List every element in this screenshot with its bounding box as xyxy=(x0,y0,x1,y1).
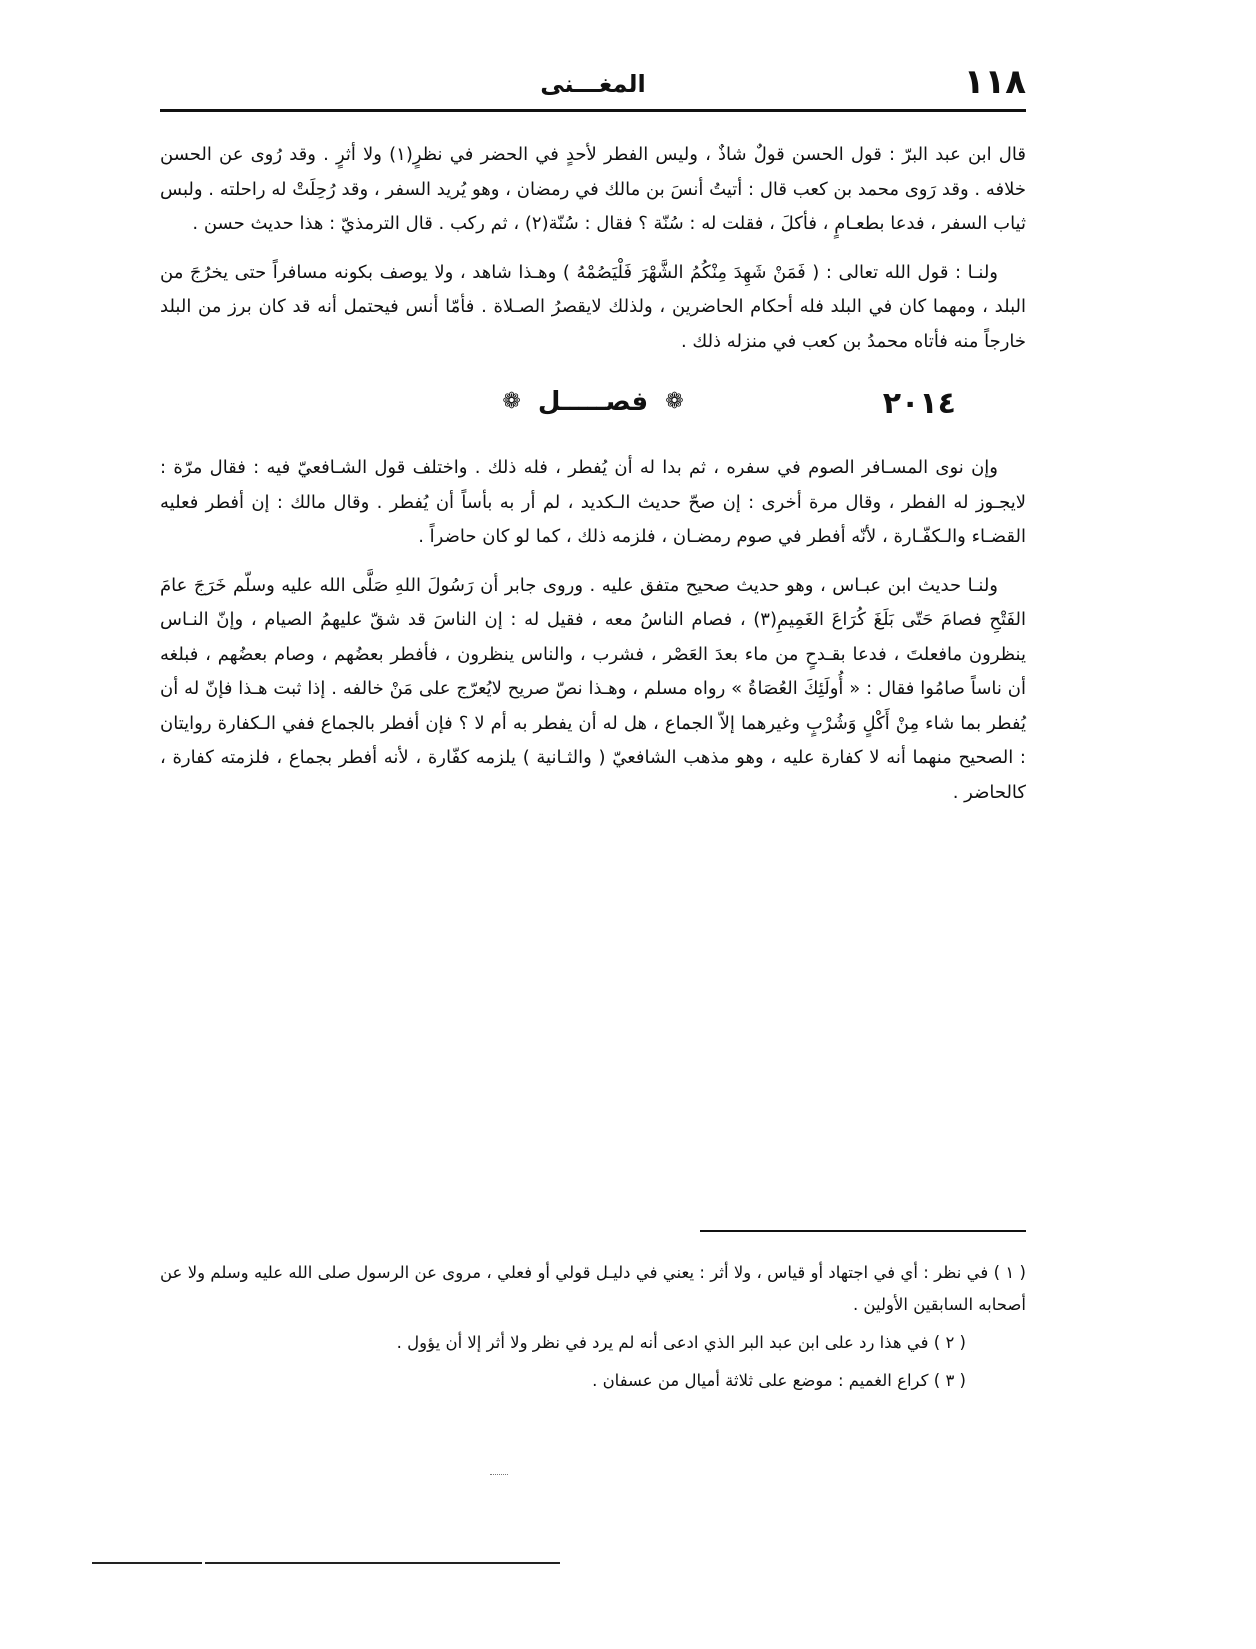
ornament-icon: ❁ xyxy=(502,389,521,415)
footnote-2: ( ٢ ) في هذا رد على ابن عبد البر الذي ادعى أنه لم يرد في نظر ولا أثر إلا أن يؤول . xyxy=(396,1333,966,1352)
ornament-icon: ❁ xyxy=(665,389,684,415)
main-text xyxy=(160,138,1026,824)
section-title: فصـــــل xyxy=(537,387,649,417)
footnote-1: ( ١ ) في نظر : أي في اجتهاد أو قياس ، ولا أثر : يعني في دليـل قولي أو فعلي ، مروى عن الرسول صلى الله عليه وسلم ولا عن أصحابه السابقين الأولين . xyxy=(160,1263,1026,1314)
footnote-3: ( ٣ ) كراع الغميم : موضع على ثلاثة أميال من عسفان . xyxy=(592,1371,966,1390)
page-header xyxy=(160,62,1026,108)
page-number: ١١٨ xyxy=(963,62,1026,102)
footnote-rule xyxy=(700,1230,1026,1232)
footnotes xyxy=(160,1257,1026,1403)
header-rule xyxy=(160,109,1026,112)
section-heading xyxy=(160,379,1026,433)
print-speck xyxy=(490,1474,508,1475)
section-paragraph-1: وإن نوى المسـافر الصوم في سفره ، ثم بدا له أن يُفطر ، فله ذلك . واختلف قول الشـافعيّ فيه : فقال مرّة : لايجـوز له الفطر ، وقال مرة أخرى : إن صحّ حديث الـكديد ، لم أر به بأساً أن يُفطر . وقال مالك : إن أفطر فعليه القضـاء والـكفّـارة ، لأنّه أفطر في صوم رمضـان ، فلزمه ذلك ، كما لو كان حاضراً . xyxy=(160,457,1026,547)
bottom-rule-left xyxy=(92,1562,202,1564)
section-title-wrap xyxy=(160,385,1026,420)
paragraph-2: ولنـا : قول الله تعالى : ( فَمَنْ شَهِدَ مِنْكُمُ الشَّهْرَ فَلْيَصُمْهُ ) وهـذا شاهد ، ولا يوصف بكونه مسافراً حتى يخرُجَ من البلد ، ومهما كان في البلد فله أحكام الحاضرين ، ولذلك لايقصرُ الصـلاة . فأمّا أنس فيحتمل أنه قد كان برز من البلد خارجاً منه فأتاه محمدُ بن كعب في منزله ذلك . xyxy=(160,261,1026,352)
paragraph-1: قال ابن عبد البرّ : قول الحسن قولٌ شاذٌ ، وليس الفطر لأحدٍ في الحضر في نظرٍ(١) ولا أثرٍ . وقد رُوى عن الحسن خلافه . وقد رَوى محمد بن كعب قال : أتيتُ أنسَ بن مالك في رمضان ، وهو يُريد السفر ، وقد رُحِلَتْ له راحلته . ولبس ثياب السفر ، فدعا بطعـامٍ ، فأكلَ ، فقلت له : سُنّة ؟ فقال : سُنّة(٢) ، ثم ركب . قال الترمذيّ : هذا حديث حسن . xyxy=(160,144,1026,234)
section-number: ٢٠١٤ xyxy=(882,386,956,421)
section-paragraph-2: ولنـا حديث ابن عبـاس ، وهو حديث صحيح متفق عليه . وروى جابر أن رَسُولَ اللهِ صَلَّى الله عليه وسلّم خَرَجَ عامَ الفَتْحِ فصامَ حَتّى بَلَغَ كُرَاعَ الغَمِيمِ(٣) ، فصام الناسُ معه ، فقيل له : إن الناسَ قد شقّ عليهمُ الصيام ، وإنّ النـاس ينظرون مافعلتَ ، فدعا بقـدحٍ من ماء بعدَ العَصْر ، فشرب ، والناس ينظرون ، فأفطر بعضُهم ، وصام بعضُهم ، فبلغه أن ناساً صامُوا فقال : « أُولَئِكَ العُصَاةُ » رواه مسلم ، وهـذا نصّ صريح لايُعرّج على مَنْ خالفه . إذا ثبت هـذا فإنّ له أن يُفطر بما شاء مِنْ أَكْلٍ وَشُرْبٍ وغيرهما إلاّ الجماع ، هل له أن يفطر به أم لا ؟ فإن أفطر بالجماع ففي الـكفارة روايتان : الصحيح منهما أنه لا كفارة عليه ، وهو مذهب الشافعيّ ( والثـانية ) يلزمه كفّارة ، لأنه أفطر بجماع ، فلزمته كفارة ، كالحاضر . xyxy=(160,574,1026,803)
bottom-rule-right xyxy=(205,1562,560,1564)
running-title: المغـــنى xyxy=(540,70,646,98)
